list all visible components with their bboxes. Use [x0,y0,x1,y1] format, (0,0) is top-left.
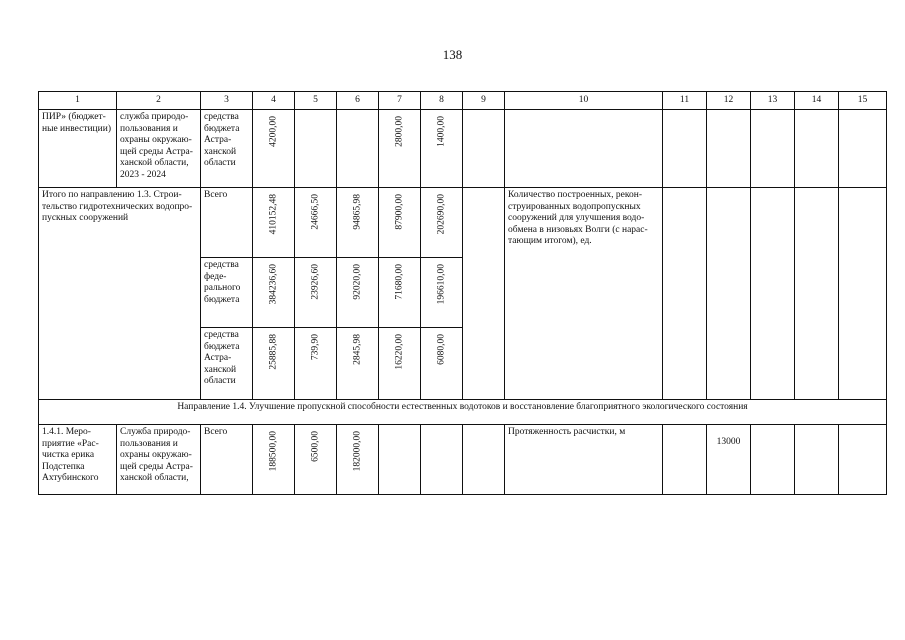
amount-value: 94865,98 [351,194,362,230]
col-header-1: 1 [39,92,117,110]
amount-value: 16220,00 [393,334,404,370]
empty-cell [751,110,795,188]
funding-source: средства бюджета Астра- ханской области [201,110,253,188]
amount-year [421,110,463,188]
amount-value: 6080,00 [435,334,446,365]
amount-year [421,188,463,258]
funding-source: Всего [201,425,253,495]
empty-cell [505,110,663,188]
empty-cell [663,425,707,495]
amount-value: 87900,00 [393,194,404,230]
amount-year [295,425,337,495]
indicator-target: 13000 [707,425,751,495]
col-header-8: 8 [421,92,463,110]
col-header-3: 3 [201,92,253,110]
empty-cell [839,425,887,495]
amount-year [295,328,337,400]
direction-total-label: Итого по направлению 1.3. Строи- тельство гидротехнических водопро- пускных сооружений [39,188,201,400]
empty-cell [839,188,887,400]
amount-value: 384236,60 [267,264,278,305]
amount-value: 410152,48 [267,194,278,235]
empty-cell [463,110,505,188]
empty-cell [295,110,337,188]
amount-total [253,425,295,495]
funding-source: средства бюджета Астра- ханской области [201,328,253,400]
amount-value: 182000,00 [351,431,362,472]
measure-name: 1.4.1. Меро- приятие «Рас- чистка ерика Подстепка Ахтубинского [39,425,117,495]
measure-name: ПИР» (бюджет- ные инвестиции) [39,110,117,188]
amount-value: 71680,00 [393,264,404,300]
amount-value: 24666,50 [309,194,320,230]
amount-year [337,188,379,258]
empty-cell [663,110,707,188]
funding-source: Всего [201,188,253,258]
executor: Служба природо- пользования и охраны окружаю- щей среды Астра- ханской области, [117,425,201,495]
col-header-12: 12 [707,92,751,110]
executor: служба природо- пользования и охраны окружаю- щей среды Астра- ханской области, 2023 - 2024 [117,110,201,188]
amount-value: 188500,00 [267,431,278,472]
amount-value: 2845,98 [351,334,362,365]
program-table [38,91,887,495]
col-header-9: 9 [463,92,505,110]
amount-year [337,425,379,495]
empty-cell [707,188,751,400]
amount-value: 23926,60 [309,264,320,300]
col-header-6: 6 [337,92,379,110]
empty-cell [463,188,505,400]
empty-cell [379,425,421,495]
amount-year [295,258,337,328]
amount-year [337,328,379,400]
amount-year [421,328,463,400]
empty-cell [337,110,379,188]
amount-value: 196610,00 [435,264,446,305]
amount-year [421,258,463,328]
amount-year [379,328,421,400]
col-header-7: 7 [379,92,421,110]
indicator-name: Количество построенных, рекон- струированных водопропускных сооружений для улучшения водо- обмена в низовьях Волги (с нарас- тающим итогом), ед. [505,188,663,400]
amount-value: 739,90 [309,334,320,361]
amount-value: 202690,00 [435,194,446,235]
amount-value: 92020,00 [351,264,362,300]
column-number-row [39,92,887,110]
amount-total [253,110,295,188]
empty-cell [751,425,795,495]
col-header-10: 10 [505,92,663,110]
col-header-11: 11 [663,92,707,110]
amount-total [253,188,295,258]
empty-cell [839,110,887,188]
amount-year [379,110,421,188]
empty-cell [421,425,463,495]
empty-cell [795,425,839,495]
table-row [39,425,887,495]
section-row [39,400,887,425]
indicator-name: Протяженность расчистки, м [505,425,663,495]
amount-total [253,258,295,328]
amount-year [379,258,421,328]
amount-value: 1400,00 [435,116,446,147]
amount-value: 2800,00 [393,116,404,147]
amount-year [379,188,421,258]
page-number: 138 [442,47,463,62]
amount-year [295,188,337,258]
empty-cell [795,110,839,188]
funding-source: средства феде- рального бюджета [201,258,253,328]
empty-cell [663,188,707,400]
col-header-13: 13 [751,92,795,110]
empty-cell [707,110,751,188]
col-header-2: 2 [117,92,201,110]
empty-cell [795,188,839,400]
col-header-15: 15 [839,92,887,110]
col-header-14: 14 [795,92,839,110]
amount-value: 6500,00 [309,431,320,462]
empty-cell [751,188,795,400]
col-header-4: 4 [253,92,295,110]
table-row [39,188,887,258]
amount-total [253,328,295,400]
col-header-5: 5 [295,92,337,110]
section-title: Направление 1.4. Улучшение пропускной способности естественных водотоков и восстановление благоприятного экологического состояния [39,400,887,425]
amount-value: 25885,88 [267,334,278,370]
empty-cell [463,425,505,495]
amount-year [337,258,379,328]
amount-value: 4200,00 [267,116,278,147]
table-row [39,110,887,188]
